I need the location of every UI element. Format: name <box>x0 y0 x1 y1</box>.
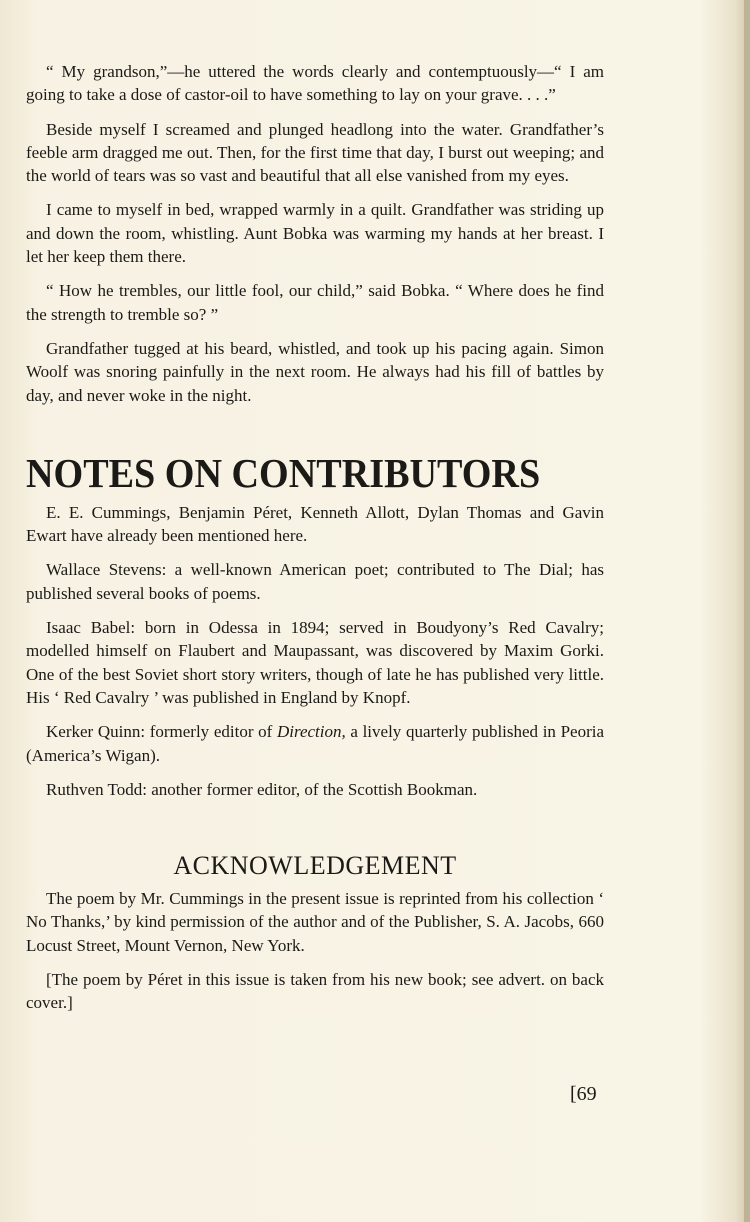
notes-p4-before: Kerker Quinn: formerly editor of <box>46 722 277 742</box>
notes-paragraph-3: Isaac Babel: born in Odessa in 1894; served in Boudyony’s Red Cavalry; modelled himself on Flaubert and Maupassant, was discovered by Maxim Gorki. One of the best Soviet short story writers, though of late he has published very little. His ‘ Red Cavalry ’ was published in England by Knopf. <box>26 618 604 707</box>
notes-heading: NOTES ON CONTRIBUTORS <box>26 449 541 496</box>
notes-p4-after: a lively quarterly published in Peoria (America’s Wigan). <box>26 722 605 765</box>
story-paragraph-2: Beside myself I screamed and plunged headlong into the water. Grandfather’s feeble arm dragged me out. Then, for the first time that day, I burst out weeping; and the world of tears was so vast and beautiful that all else vanished from my eyes. <box>26 119 604 186</box>
story-paragraph-4: “ How he trembles, our little fool, our child,” said Bobka. “ Where does he find the strength to tremble so? ” <box>26 281 604 324</box>
story-paragraph-5: Grandfather tugged at his beard, whistled, and took up his pacing again. Simon Woolf was snoring painfully in the next room. He always had his fill of battles by day, and never woke in the night. <box>26 338 604 405</box>
text-column <box>26 60 604 1026</box>
story-paragraph-1: “ My grandson,”—he uttered the words clearly and contemptuously—“ I am going to take a dose of castor-oil to have something to lay on your grave. . . .” <box>26 62 604 105</box>
acknowledgement-paragraph-1: The poem by Mr. Cummings in the present issue is reprinted from his collection ‘ No Thanks,’ by kind permission of the author and of the Publisher, S. A. Jacobs, 660 Locust Street, Mount Vernon, New York. <box>26 889 604 955</box>
story-paragraph-3: I came to myself in bed, wrapped warmly in a quilt. Grandfather was striding up and down the room, whistling. Aunt Bobka was warming my hands at her breast. I let her keep them there. <box>26 200 604 267</box>
acknowledgement-heading: ACKNOWLEDGEMENT <box>173 851 457 881</box>
page-number: [69 <box>570 1083 597 1105</box>
notes-paragraph-4 <box>26 720 604 767</box>
notes-p4-title: Direction, <box>276 722 346 742</box>
notes-paragraph-1: E. E. Cummings, Benjamin Péret, Kenneth Allott, Dylan Thomas and Gavin Ewart have already been mentioned here. <box>26 502 604 546</box>
notes-paragraph-2: Wallace Stevens: a well-known American poet; contributed to The Dial; has published several books of poems. <box>26 560 604 603</box>
acknowledgement-paragraph-2: [The poem by Péret in this issue is taken from his new book; see advert. on back cover.] <box>26 970 604 1013</box>
notes-paragraph-5: Ruthven Todd: another former editor, of the Scottish Bookman. <box>46 779 478 799</box>
page-edge-shadow <box>744 0 750 1222</box>
